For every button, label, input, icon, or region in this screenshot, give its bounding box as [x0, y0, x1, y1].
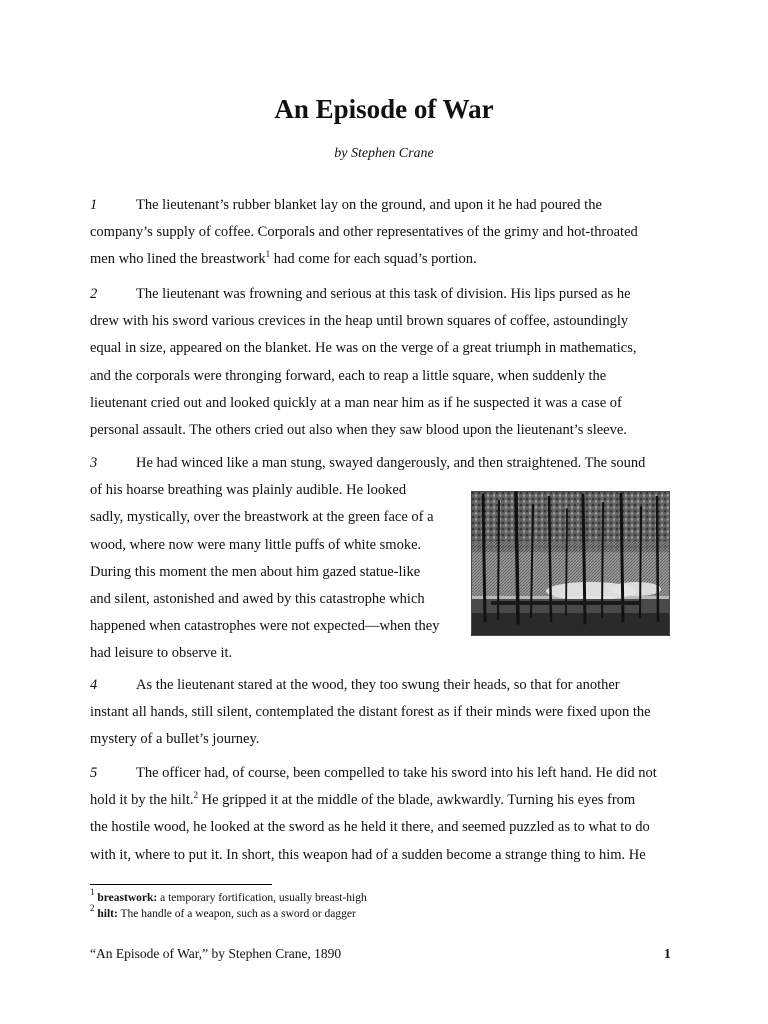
paragraph-number: 5 — [90, 765, 98, 781]
paragraph-number: 1 — [90, 197, 98, 213]
paragraph-2: 2 The lieutenant was frowning and serious at this task of division. His lips pursed as he drew with his sword various crevices in the heap until brown squares of coffee, astoundingly equal in size, appeared on the blanket. He was on the verge of a great triumph in mathematics, and the corporals were thronging forward, each to reap a little square, when suddenly the lieutenant cried out and looked quickly at a man near him as if he suspected it was a case of personal assault. The others cried out also when they saw blood upon the lieutenant’s sleeve. — [90, 281, 670, 444]
footnote-divider — [90, 884, 272, 885]
footnote-ref-1[interactable]: 1 — [265, 249, 271, 260]
paragraph-3: 3 He had winced like a man stung, swayed dangerously, and then straightened. The sound of his hoarse breathing was plainly audible. He looked sadly, mystically, over the breastwork at the green face of a wood, where now were many little puffs of white smoke. During this moment the men about him gazed statue-like and silent, astonished and awed by this catastrophe which happened when catastrophes were not expected—when they had leisure to observe it. — [90, 450, 670, 668]
paragraph-1: 1 The lieutenant’s rubber blanket lay on the ground, and upon it he had poured the company’s supply of coffee. Corporals and other representatives of the grimy and hot-throated men who lined the breastwork$^1$ had come for each squad’s portion. — [90, 192, 670, 274]
paragraph-number: 2 — [90, 286, 98, 302]
footnote-2: $^2$ hilt: The handle of a weapon, such as a sword or dagger — [90, 903, 356, 920]
paragraph-5: 5 The officer had, of course, been compelled to take his sword into his left hand. He did not hold it by the hilt.$^2$ He gripped it at the middle of the blade, awkwardly. Turning his eyes from the hostile wood, he looked at the sword as he held it there, and seemed puzzled as to what to do with it, where to put it. In short, this weapon had of a sudden become a strange thing to him. He — [90, 760, 670, 869]
paragraph-number: 4 — [90, 677, 98, 693]
paragraph-number: 3 — [90, 455, 98, 471]
forest-engraving-image — [471, 491, 670, 636]
footnote-ref-2[interactable]: 2 — [193, 790, 199, 801]
page-number: 1 — [664, 946, 671, 961]
paragraph-4: 4 As the lieutenant stared at the wood, they too swung their heads, so that for another instant all hands, still silent, contemplated the distant forest as if their minds were fixed upon the mystery of a bullet’s journey. — [90, 672, 670, 754]
document-title: An Episode of War — [274, 94, 494, 124]
author-byline: by Stephen Crane — [334, 146, 434, 161]
page-footer: “An Episode of War,” by Stephen Crane, 1890 — [90, 946, 342, 961]
footnote-1: $^1$ breastwork: a temporary fortification, usually breast-high — [90, 887, 367, 904]
